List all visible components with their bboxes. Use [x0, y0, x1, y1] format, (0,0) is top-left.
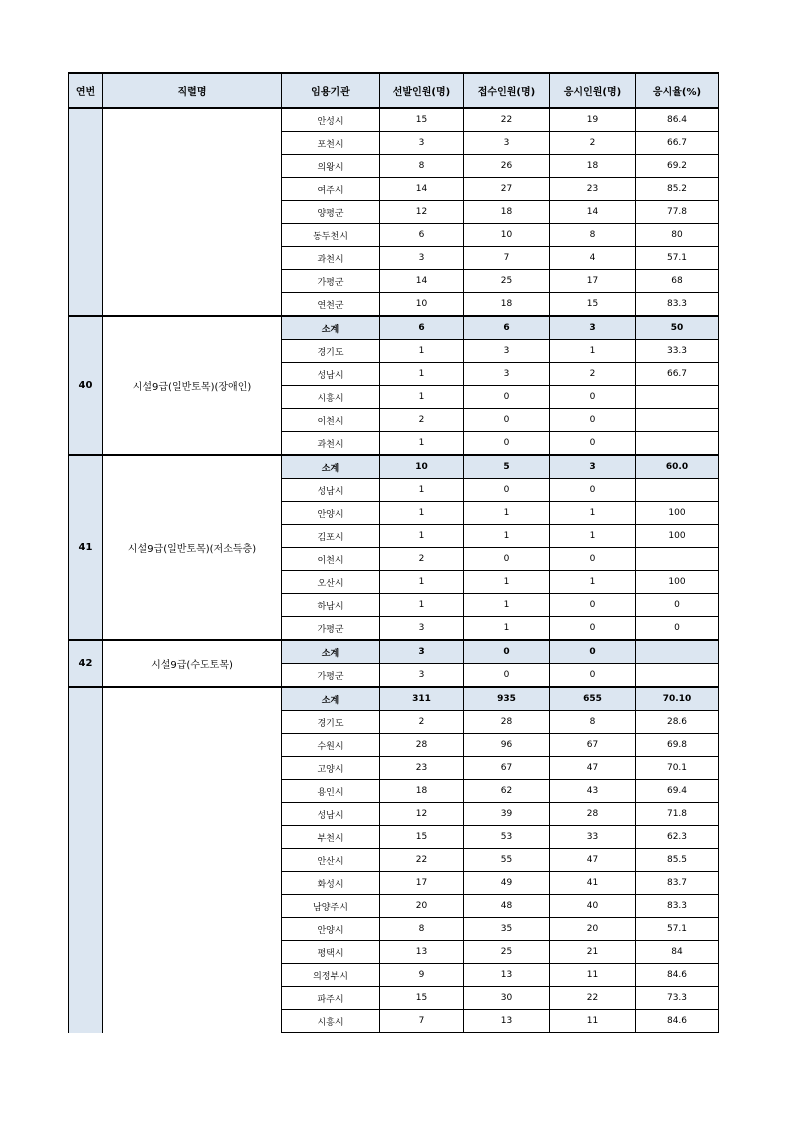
- selected-cell: 22: [380, 849, 464, 872]
- recruitment-table: [68, 72, 719, 1033]
- taken-cell: 0: [550, 548, 636, 571]
- received-cell: 0: [464, 386, 550, 409]
- rate-cell: 83.7: [636, 872, 719, 895]
- received-cell: 3: [464, 340, 550, 363]
- taken-cell: 28: [550, 803, 636, 826]
- subtotal-row: [69, 687, 719, 711]
- header-selected: 선발인원(명): [380, 73, 464, 108]
- received-cell: 62: [464, 780, 550, 803]
- group-number-cell: 42: [69, 640, 103, 687]
- org-cell: 성남시: [282, 803, 380, 826]
- received-cell: 30: [464, 987, 550, 1010]
- org-cell: 부천시: [282, 826, 380, 849]
- received-cell: 5: [464, 455, 550, 479]
- org-cell: 남양주시: [282, 895, 380, 918]
- rate-cell: 71.8: [636, 803, 719, 826]
- org-cell: 고양시: [282, 757, 380, 780]
- org-cell: 화성시: [282, 872, 380, 895]
- selected-cell: 12: [380, 803, 464, 826]
- taken-cell: 1: [550, 571, 636, 594]
- org-cell: 과천시: [282, 432, 380, 456]
- header-org: 임용기관: [282, 73, 380, 108]
- received-cell: 26: [464, 155, 550, 178]
- selected-cell: 6: [380, 316, 464, 340]
- rate-cell: [636, 386, 719, 409]
- received-cell: 6: [464, 316, 550, 340]
- received-cell: 0: [464, 432, 550, 456]
- rate-cell: 84.6: [636, 964, 719, 987]
- selected-cell: 1: [380, 432, 464, 456]
- received-cell: 18: [464, 201, 550, 224]
- group-number-cell: [69, 108, 103, 316]
- rate-cell: 57.1: [636, 918, 719, 941]
- rate-cell: 69.4: [636, 780, 719, 803]
- received-cell: 13: [464, 1010, 550, 1033]
- org-cell: 시흥시: [282, 1010, 380, 1033]
- org-cell: 파주시: [282, 987, 380, 1010]
- taken-cell: 0: [550, 386, 636, 409]
- rate-cell: 86.4: [636, 108, 719, 132]
- rate-cell: 0: [636, 617, 719, 641]
- org-cell: 평택시: [282, 941, 380, 964]
- org-cell: 오산시: [282, 571, 380, 594]
- selected-cell: 6: [380, 224, 464, 247]
- selected-cell: 3: [380, 617, 464, 641]
- selected-cell: 1: [380, 502, 464, 525]
- taken-cell: 0: [550, 594, 636, 617]
- received-cell: 53: [464, 826, 550, 849]
- rate-cell: [636, 548, 719, 571]
- taken-cell: 21: [550, 941, 636, 964]
- taken-cell: 33: [550, 826, 636, 849]
- taken-cell: 0: [550, 479, 636, 502]
- received-cell: 1: [464, 571, 550, 594]
- rate-cell: 66.7: [636, 363, 719, 386]
- received-cell: 1: [464, 617, 550, 641]
- taken-cell: 40: [550, 895, 636, 918]
- rate-cell: 84: [636, 941, 719, 964]
- taken-cell: 43: [550, 780, 636, 803]
- subtotal-row: [69, 316, 719, 340]
- taken-cell: 1: [550, 502, 636, 525]
- selected-cell: 15: [380, 826, 464, 849]
- org-cell: 소계: [282, 316, 380, 340]
- rate-cell: 100: [636, 525, 719, 548]
- selected-cell: 311: [380, 687, 464, 711]
- rate-cell: 0: [636, 594, 719, 617]
- received-cell: 13: [464, 964, 550, 987]
- received-cell: 96: [464, 734, 550, 757]
- group-number-cell: [69, 687, 103, 1033]
- org-cell: 김포시: [282, 525, 380, 548]
- selected-cell: 2: [380, 409, 464, 432]
- rank-name-cell: 시설9급(일반토목)(장애인): [103, 316, 282, 455]
- org-cell: 소계: [282, 640, 380, 664]
- org-cell: 수원시: [282, 734, 380, 757]
- received-cell: 25: [464, 941, 550, 964]
- rate-cell: 28.6: [636, 711, 719, 734]
- rank-name-cell: [103, 108, 282, 316]
- selected-cell: 1: [380, 594, 464, 617]
- org-cell: 소계: [282, 687, 380, 711]
- org-cell: 가평군: [282, 664, 380, 688]
- received-cell: 22: [464, 108, 550, 132]
- received-cell: 27: [464, 178, 550, 201]
- org-cell: 연천군: [282, 293, 380, 317]
- selected-cell: 3: [380, 132, 464, 155]
- selected-cell: 3: [380, 664, 464, 688]
- rate-cell: [636, 409, 719, 432]
- received-cell: 0: [464, 640, 550, 664]
- selected-cell: 15: [380, 108, 464, 132]
- rank-name-cell: [103, 687, 282, 1033]
- header-rate: 응시율(%): [636, 73, 719, 108]
- org-cell: 가평군: [282, 270, 380, 293]
- taken-cell: 2: [550, 132, 636, 155]
- org-cell: 이천시: [282, 409, 380, 432]
- org-cell: 과천시: [282, 247, 380, 270]
- rate-cell: 60.0: [636, 455, 719, 479]
- received-cell: 3: [464, 132, 550, 155]
- taken-cell: 8: [550, 224, 636, 247]
- selected-cell: 17: [380, 872, 464, 895]
- org-cell: 경기도: [282, 711, 380, 734]
- rate-cell: [636, 664, 719, 688]
- org-cell: 양평군: [282, 201, 380, 224]
- received-cell: 0: [464, 664, 550, 688]
- org-cell: 여주시: [282, 178, 380, 201]
- taken-cell: 47: [550, 849, 636, 872]
- taken-cell: 11: [550, 1010, 636, 1033]
- received-cell: 1: [464, 525, 550, 548]
- rate-cell: 83.3: [636, 293, 719, 317]
- header-rank: 직렬명: [103, 73, 282, 108]
- header-no: 연번: [69, 73, 103, 108]
- org-cell: 성남시: [282, 363, 380, 386]
- selected-cell: 1: [380, 363, 464, 386]
- org-cell: 소계: [282, 455, 380, 479]
- received-cell: 0: [464, 409, 550, 432]
- received-cell: 935: [464, 687, 550, 711]
- taken-cell: 1: [550, 340, 636, 363]
- selected-cell: 2: [380, 548, 464, 571]
- taken-cell: 11: [550, 964, 636, 987]
- received-cell: 39: [464, 803, 550, 826]
- received-cell: 0: [464, 479, 550, 502]
- selected-cell: 8: [380, 155, 464, 178]
- rate-cell: 85.5: [636, 849, 719, 872]
- received-cell: 49: [464, 872, 550, 895]
- taken-cell: 14: [550, 201, 636, 224]
- rate-cell: 77.8: [636, 201, 719, 224]
- taken-cell: 0: [550, 640, 636, 664]
- selected-cell: 1: [380, 525, 464, 548]
- taken-cell: 23: [550, 178, 636, 201]
- selected-cell: 1: [380, 386, 464, 409]
- rate-cell: 83.3: [636, 895, 719, 918]
- rate-cell: 70.10: [636, 687, 719, 711]
- org-cell: 시흥시: [282, 386, 380, 409]
- selected-cell: 7: [380, 1010, 464, 1033]
- selected-cell: 15: [380, 987, 464, 1010]
- taken-cell: 8: [550, 711, 636, 734]
- received-cell: 48: [464, 895, 550, 918]
- received-cell: 10: [464, 224, 550, 247]
- received-cell: 67: [464, 757, 550, 780]
- rate-cell: 73.3: [636, 987, 719, 1010]
- taken-cell: 41: [550, 872, 636, 895]
- taken-cell: 22: [550, 987, 636, 1010]
- group-number-cell: 41: [69, 455, 103, 640]
- taken-cell: 18: [550, 155, 636, 178]
- selected-cell: 3: [380, 247, 464, 270]
- taken-cell: 47: [550, 757, 636, 780]
- org-cell: 의정부시: [282, 964, 380, 987]
- rate-cell: 57.1: [636, 247, 719, 270]
- table-body: [69, 108, 719, 1033]
- org-cell: 이천시: [282, 548, 380, 571]
- selected-cell: 3: [380, 640, 464, 664]
- received-cell: 1: [464, 502, 550, 525]
- taken-cell: 67: [550, 734, 636, 757]
- received-cell: 1: [464, 594, 550, 617]
- received-cell: 18: [464, 293, 550, 317]
- org-cell: 포천시: [282, 132, 380, 155]
- selected-cell: 2: [380, 711, 464, 734]
- org-cell: 가평군: [282, 617, 380, 641]
- org-cell: 성남시: [282, 479, 380, 502]
- received-cell: 28: [464, 711, 550, 734]
- group-number-cell: 40: [69, 316, 103, 455]
- rate-cell: 33.3: [636, 340, 719, 363]
- selected-cell: 10: [380, 293, 464, 317]
- selected-cell: 1: [380, 340, 464, 363]
- taken-cell: 0: [550, 432, 636, 456]
- rank-name-cell: 시설9급(수도토목): [103, 640, 282, 687]
- rate-cell: 70.1: [636, 757, 719, 780]
- subtotal-row: [69, 640, 719, 664]
- selected-cell: 1: [380, 571, 464, 594]
- org-cell: 안양시: [282, 502, 380, 525]
- taken-cell: 0: [550, 617, 636, 641]
- rate-cell: [636, 479, 719, 502]
- org-cell: 안양시: [282, 918, 380, 941]
- taken-cell: 2: [550, 363, 636, 386]
- received-cell: 0: [464, 548, 550, 571]
- org-cell: 용인시: [282, 780, 380, 803]
- rate-cell: 100: [636, 502, 719, 525]
- selected-cell: 9: [380, 964, 464, 987]
- rate-cell: 50: [636, 316, 719, 340]
- selected-cell: 14: [380, 270, 464, 293]
- selected-cell: 13: [380, 941, 464, 964]
- selected-cell: 10: [380, 455, 464, 479]
- org-cell: 안성시: [282, 108, 380, 132]
- header-received: 접수인원(명): [464, 73, 550, 108]
- rate-cell: [636, 640, 719, 664]
- selected-cell: 20: [380, 895, 464, 918]
- selected-cell: 8: [380, 918, 464, 941]
- rate-cell: 69.2: [636, 155, 719, 178]
- subtotal-row: [69, 455, 719, 479]
- org-cell: 동두천시: [282, 224, 380, 247]
- taken-cell: 17: [550, 270, 636, 293]
- rate-cell: 68: [636, 270, 719, 293]
- selected-cell: 23: [380, 757, 464, 780]
- taken-cell: 20: [550, 918, 636, 941]
- taken-cell: 19: [550, 108, 636, 132]
- rate-cell: 69.8: [636, 734, 719, 757]
- selected-cell: 14: [380, 178, 464, 201]
- rate-cell: 84.6: [636, 1010, 719, 1033]
- rate-cell: 100: [636, 571, 719, 594]
- taken-cell: 0: [550, 409, 636, 432]
- received-cell: 7: [464, 247, 550, 270]
- rate-cell: 66.7: [636, 132, 719, 155]
- taken-cell: 15: [550, 293, 636, 317]
- taken-cell: 3: [550, 455, 636, 479]
- rate-cell: 80: [636, 224, 719, 247]
- received-cell: 25: [464, 270, 550, 293]
- header-taken: 응시인원(명): [550, 73, 636, 108]
- org-cell: 하남시: [282, 594, 380, 617]
- rank-name-cell: 시설9급(일반토목)(저소득층): [103, 455, 282, 640]
- received-cell: 3: [464, 363, 550, 386]
- table-row: [69, 108, 719, 132]
- selected-cell: 1: [380, 479, 464, 502]
- table-header-row: [69, 73, 719, 108]
- rate-cell: 62.3: [636, 826, 719, 849]
- taken-cell: 655: [550, 687, 636, 711]
- org-cell: 안산시: [282, 849, 380, 872]
- rate-cell: [636, 432, 719, 456]
- received-cell: 35: [464, 918, 550, 941]
- selected-cell: 28: [380, 734, 464, 757]
- selected-cell: 12: [380, 201, 464, 224]
- taken-cell: 4: [550, 247, 636, 270]
- org-cell: 경기도: [282, 340, 380, 363]
- org-cell: 의왕시: [282, 155, 380, 178]
- taken-cell: 3: [550, 316, 636, 340]
- taken-cell: 1: [550, 525, 636, 548]
- taken-cell: 0: [550, 664, 636, 688]
- rate-cell: 85.2: [636, 178, 719, 201]
- selected-cell: 18: [380, 780, 464, 803]
- received-cell: 55: [464, 849, 550, 872]
